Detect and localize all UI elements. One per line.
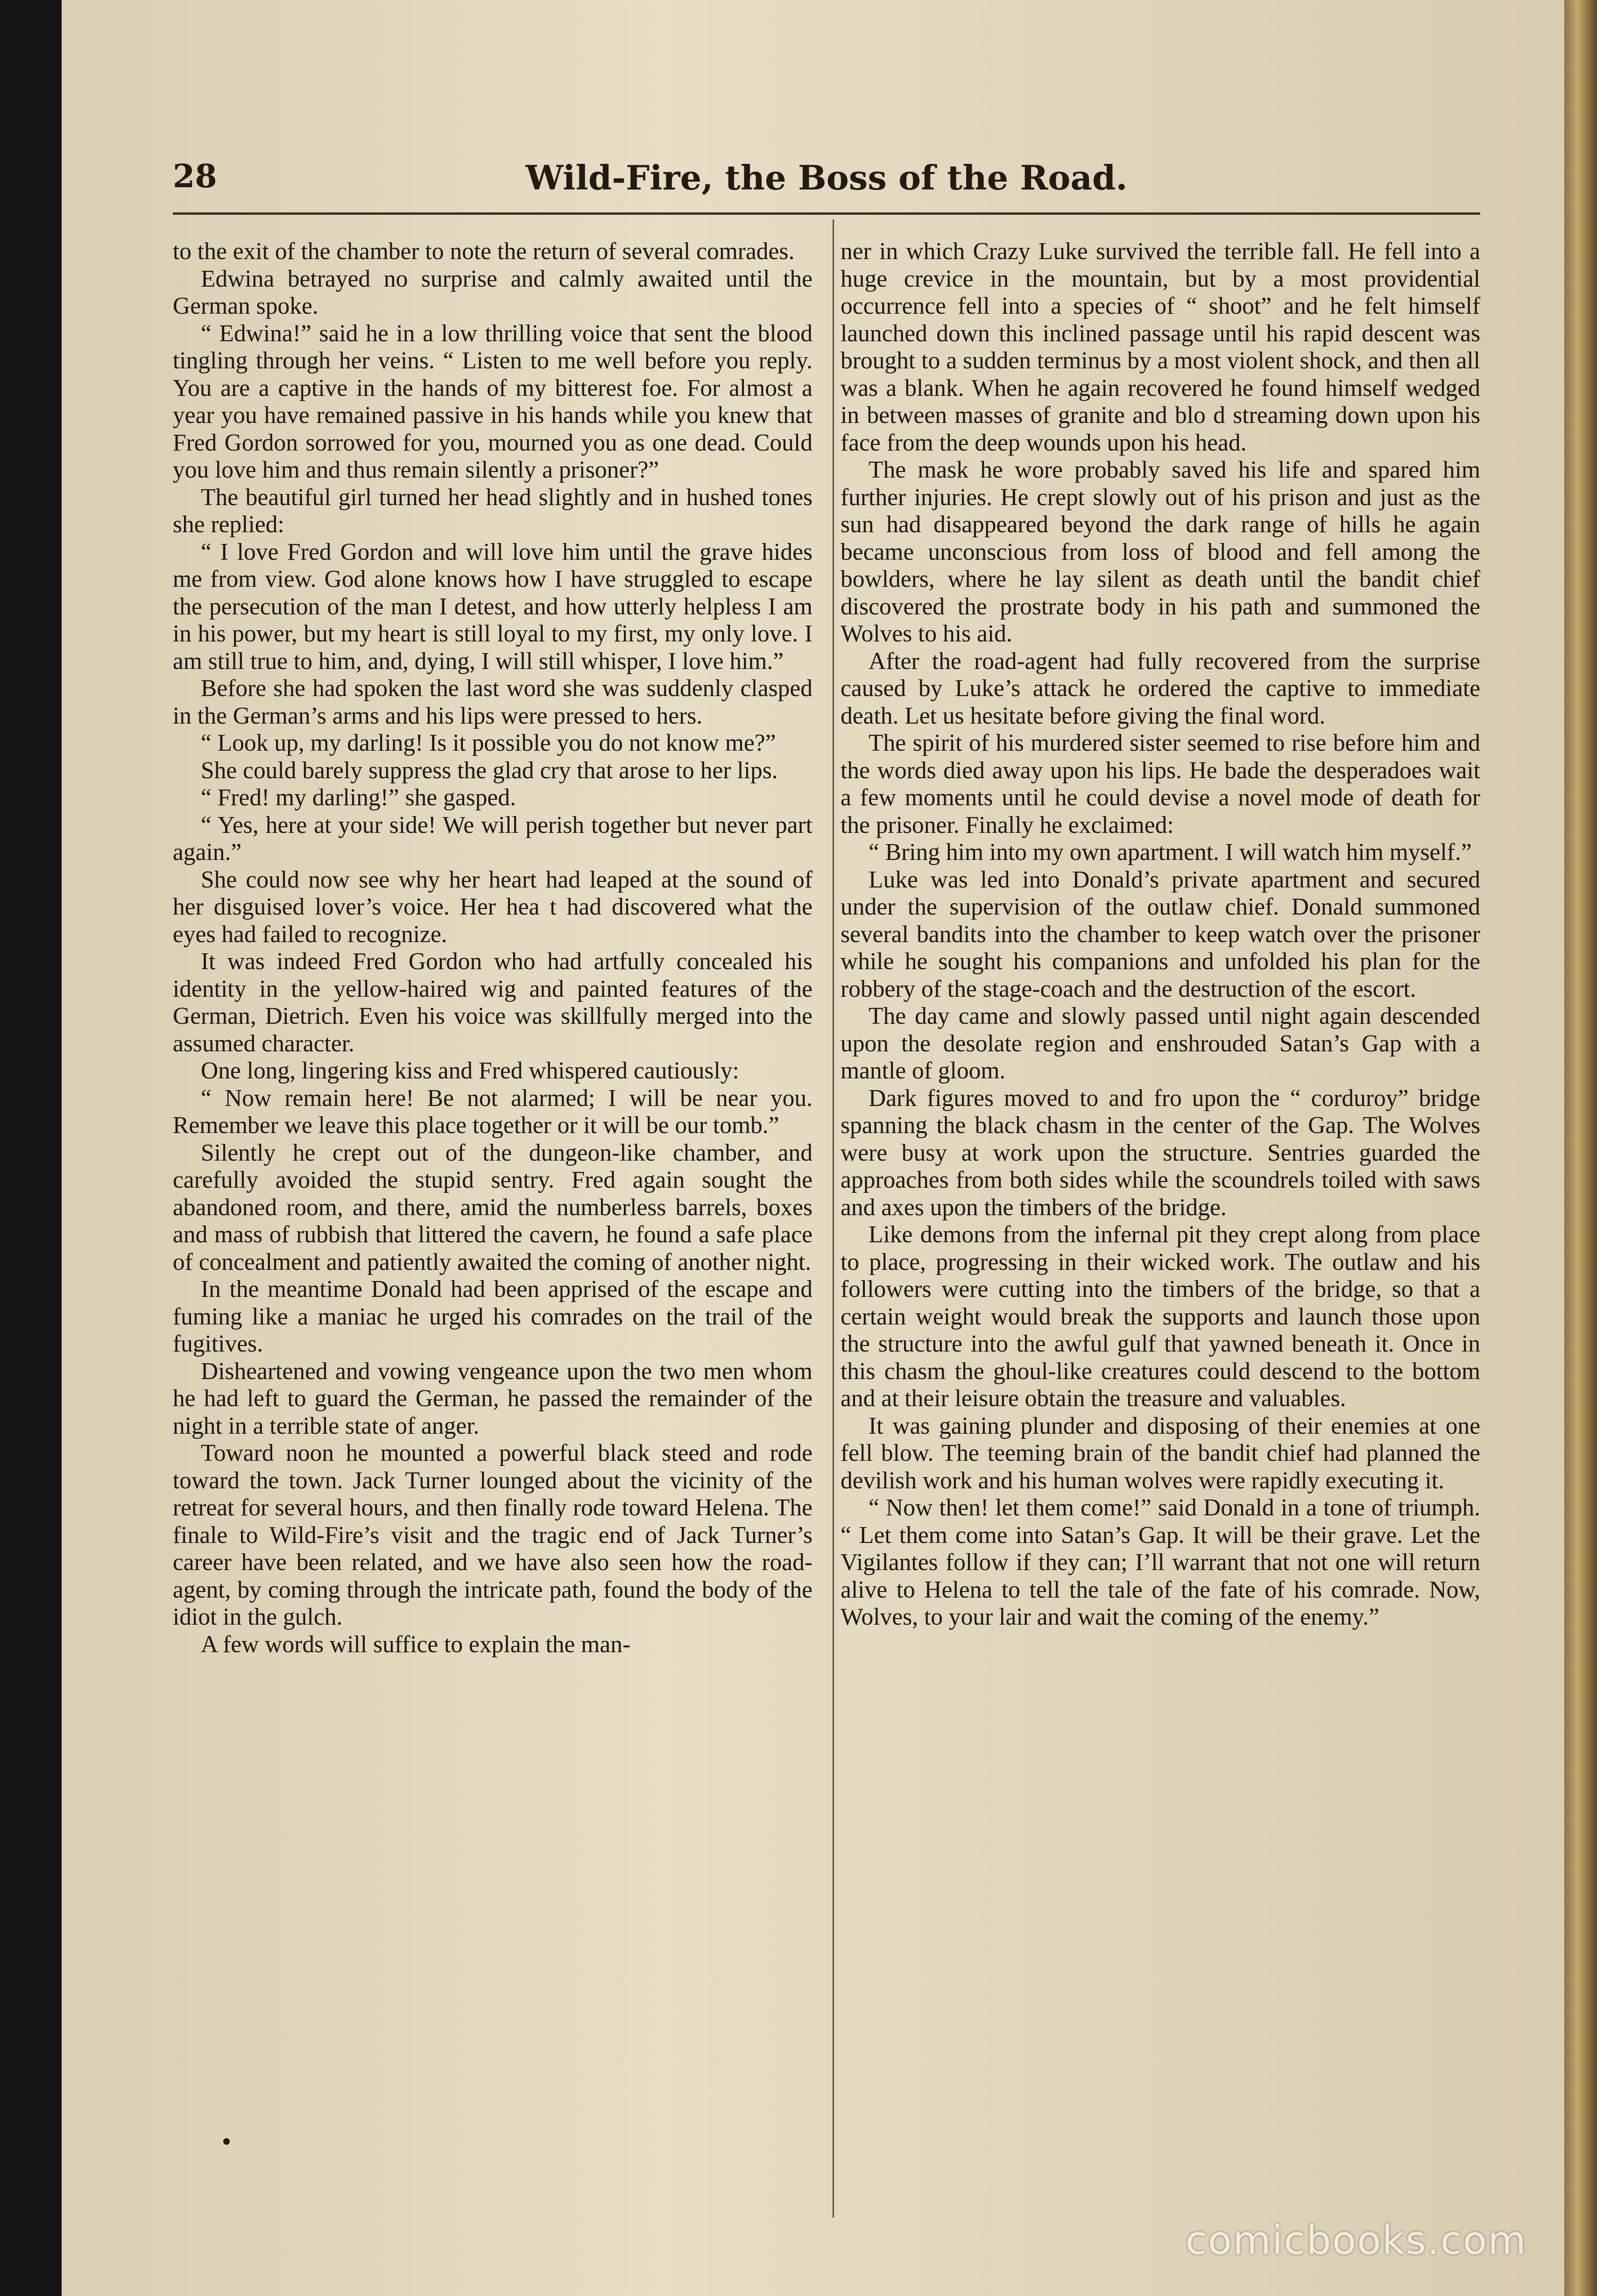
watermark: comicbooks.com bbox=[1185, 2218, 1527, 2263]
paragraph: The beautiful girl turned her head slightly and in hushed tones she replied: bbox=[173, 484, 813, 538]
paragraph: “ Look up, my darling! Is it possible you do not know me?” bbox=[201, 730, 776, 756]
paragraph: After the road-agent had fully recovered from the surprise caused by Luke’s attack he ordered the captive to immediate death. Let us hesitate before giving the final word. bbox=[841, 648, 1480, 729]
page-number: 28 bbox=[173, 158, 217, 195]
paragraph: Edwina betrayed no surprise and calmly awaited until the German spoke. bbox=[173, 265, 813, 319]
paragraph: Disheartened and vowing vengeance upon the two men whom he had left to guard the German, he passed the remainder of the night in a terrible state of anger. bbox=[173, 1358, 813, 1439]
paragraph: “ Now remain here! Be not alarmed; I will be near you. Remember we leave this place together or it will be our tomb.” bbox=[173, 1085, 813, 1139]
paragraph: “ Bring him into my own apartment. I will watch him myself.” bbox=[869, 839, 1472, 866]
paragraph: ner in which Crazy Luke survived the terrible fall. He fell into a huge crevice in the mountain, but by a most providential occurrence fell into a species of “ shoot” and he felt himself launched down this inclined passage until his rapid descent was brought to a sudden terminus by a most violent shock, and then all was a blank. When he again recovered he found himself wedged in between masses of granite and blo d streaming down upon his face from the deep wounds upon his head. bbox=[841, 238, 1480, 456]
paragraph: “ Fred! my darling!” she gasped. bbox=[201, 784, 516, 811]
paragraph: Toward noon he mounted a powerful black steed and rode toward the town. Jack Turner lounged about the vicinity of the retreat for several hours, and then finally rode toward Helena. The finale to Wild-Fire’s visit and the tragic end of Jack Turner’s career have been related, and we have also seen how the road-agent, by coming through the intricate path, found the body of the idiot in the gulch. bbox=[173, 1440, 813, 1630]
paragraph: The mask he wore probably saved his life and spared him further injuries. He crept slowly out of his prison and just as the sun had disappeared beyond the dark range of hills he again became unconscious from loss of blood and fell among the bowlders, where he lay silent as death until the bandit chief discovered the prostrate body in his path and summoned the Wolves to his aid. bbox=[841, 457, 1480, 647]
paragraph: She could barely suppress the glad cry that arose to her lips. bbox=[201, 757, 778, 784]
paragraph: One long, lingering kiss and Fred whispered cautiously: bbox=[201, 1057, 739, 1084]
header-rule bbox=[173, 212, 1480, 215]
paragraph: Dark figures moved to and fro upon the “ corduroy” bridge spanning the black chasm in the center of the Gap. The Wolves were busy at work upon the structure. Sentries guarded the approaches from both sides while the scoundrels toiled with saws and axes upon the timbers of the bridge. bbox=[841, 1085, 1480, 1221]
paragraph: In the meantime Donald had been apprised of the escape and fuming like a maniac he urged his comrades on the trail of the fugitives. bbox=[173, 1276, 813, 1357]
paragraph: to the exit of the chamber to note the return of several comrades. bbox=[173, 238, 795, 265]
paragraph: A few words will suffice to explain the man- bbox=[201, 1631, 631, 1658]
ink-dot bbox=[223, 2138, 230, 2145]
paragraph: The day came and slowly passed until night again descended upon the desolate region and enshrouded Satan’s Gap with a mantle of gloom. bbox=[841, 1003, 1480, 1084]
column-divider bbox=[833, 219, 834, 2218]
paragraph: “ Yes, here at your side! We will perish together but never part again.” bbox=[173, 811, 813, 866]
paragraph: “ Edwina!” said he in a low thrilling voice that sent the blood tingling through her veins. “ Listen to me well before you reply. You are a captive in the hands of my bitterest foe. For almost a year you have remained passive in his hands while you knew that Fred Gordon sorrowed for you, mourned you as one dead. Could you love him and thus remain silently a prisoner?” bbox=[173, 320, 813, 483]
paragraph: Before she had spoken the last word she was suddenly clasped in the German’s arms and his lips were pressed to hers. bbox=[173, 675, 813, 729]
paragraph: “ Now then! let them come!” said Donald in a tone of triumph. “ Let them come into Satan’s Gap. It will be their grave. Let the Vigilantes follow if they can; I’ll warrant that not one will return alive to Helena to tell the tale of the fate of his comrade. Now, Wolves, to your lair and wait the coming of the enemy.” bbox=[841, 1494, 1480, 1630]
paragraph: She could now see why her heart had leaped at the sound of her disguised lover’s voice. Her hea t had discovered what the eyes had failed to recognize. bbox=[173, 866, 813, 948]
paragraph: The spirit of his murdered sister seemed to rise before him and the words died away upon his lips. He bade the desperadoes wait a few moments until he could devise a novel mode of death for the prisoner. Finally he exclaimed: bbox=[841, 730, 1480, 838]
paragraph: Silently he crept out of the dungeon-like chamber, and carefully avoided the stupid sentry. Fred again sought the abandoned room, and there, amid the numberless barrels, boxes and mass of rubbish that littered the cavern, he found a safe place of concealment and patiently awaited the coming of another night. bbox=[173, 1139, 813, 1275]
right-column bbox=[841, 238, 1480, 1631]
paragraph: It was gaining plunder and disposing of their enemies at one fell blow. The teeming brain of the bandit chief had planned the devilish work and his human wolves were rapidly executing it. bbox=[841, 1412, 1480, 1494]
paragraph: Luke was led into Donald’s private apartment and secured under the supervision of the outlaw chief. Donald summoned several bandits into the chamber to keep watch over the prisoner while he sought his companions and unfolded his plan for the robbery of the stage-coach and the destruction of the escort. bbox=[841, 866, 1480, 1002]
paragraph: Like demons from the infernal pit they crept along from place to place, progressing in their wicked work. The outlaw and his followers were cutting into the timbers of the bridge, so that a certain weight would break the supports and launch those upon the structure into the awful gulf that yawned beneath it. Once in this chasm the ghoul-like creatures could descend to the bottom and at their leisure obtain the treasure and valuables. bbox=[841, 1221, 1480, 1412]
running-title: Wild-Fire, the Boss of the Road. bbox=[525, 158, 1128, 197]
page-binding-edge bbox=[1564, 0, 1597, 2296]
paragraph: “ I love Fred Gordon and will love him until the grave hides me from view. God alone knows how I have struggled to escape the persecution of the man I detest, and how utterly helpless I am in his power, but my heart is still loyal to my first, my only love. I am still true to him, and, dying, I will still whisper, I love him.” bbox=[173, 538, 813, 675]
left-column bbox=[173, 238, 813, 1658]
page-header bbox=[173, 149, 1480, 205]
paragraph: It was indeed Fred Gordon who had artfully concealed his identity in the yellow-haired wig and painted features of the German, Dietrich. Even his voice was skillfully merged into the assumed character. bbox=[173, 948, 813, 1057]
